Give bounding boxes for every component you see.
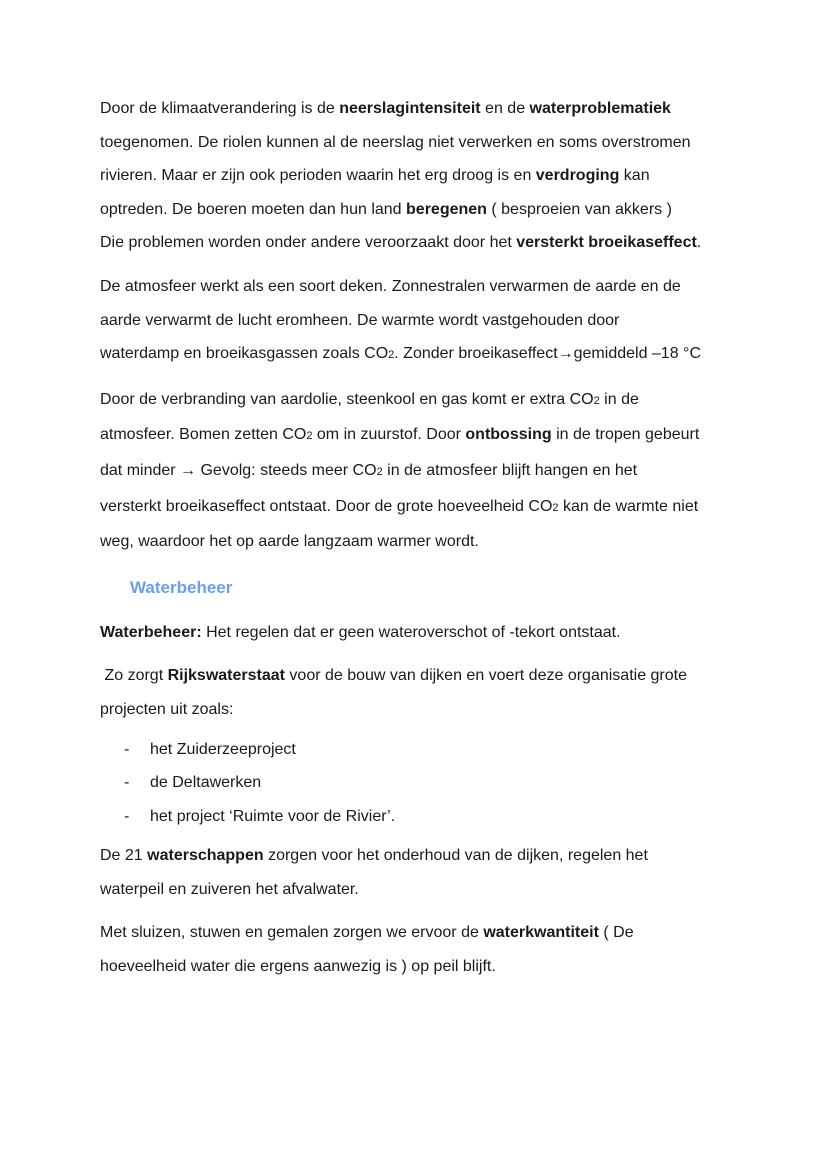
text: dat minder → Gevolg: steeds meer CO <box>100 461 377 479</box>
text: Met sluizen, stuwen en gemalen zorgen we ervoor de <box>100 924 484 942</box>
section-heading: Waterbeheer <box>130 577 233 597</box>
term-verdroging: verdroging <box>535 167 620 185</box>
text: om in zuurstof. Door <box>312 426 466 444</box>
text: aarde verwarmt de lucht eromheen. De warmte wordt vastgehouden door <box>100 311 620 329</box>
text: . <box>696 234 702 252</box>
text: waterpeil en zuiveren het afvalwater. <box>100 880 359 898</box>
text: atmosfeer. Bomen zetten CO <box>100 426 307 444</box>
term-waterschappen: waterschappen <box>147 847 264 865</box>
paragraph-waterschappen <box>100 839 740 906</box>
text: kan <box>619 167 650 185</box>
subscript: 2 <box>306 430 313 443</box>
text: rivieren. Maar er zijn ook perioden waarin het erg droog is en <box>100 167 536 185</box>
text: projecten uit zoals: <box>100 700 234 718</box>
text: in de atmosfeer blijft hangen en het <box>382 461 638 479</box>
subscript: 2 <box>388 349 395 362</box>
term-neerslagintensiteit: neerslagintensiteit <box>339 100 481 117</box>
text: waterdamp en broeikasgassen zoals CO <box>100 345 389 363</box>
text: Het regelen dat er geen wateroverschot of -tekort ontstaat. <box>201 623 621 641</box>
text: versterkt broeikaseffect ontstaat. Door de grote hoeveelheid CO <box>100 497 553 515</box>
text: Zo zorgt <box>100 667 168 685</box>
text: hoeveelheid water die ergens aanwezig is ) op peil blijft. <box>100 958 496 976</box>
text: De atmosfeer werkt als een soort deken. Zonnestralen verwarmen de aarde en de <box>100 277 681 295</box>
text: optreden. De boeren moeten dan hun land <box>100 200 407 218</box>
text: Die problemen worden onder andere veroorzaakt door het <box>100 234 517 252</box>
subscript: 2 <box>552 501 559 514</box>
dash-bullet: - <box>124 740 130 758</box>
text: Door de verbranding van aardolie, steenkool en gas komt er extra CO <box>100 390 594 408</box>
text: weg, waardoor het op aarde langzaam warmer wordt. <box>100 533 479 551</box>
term-ontbossing: ontbossing <box>465 426 552 444</box>
term-versterkt-broeikaseffect: versterkt broeikaseffect <box>516 234 697 252</box>
paragraph-atmosphere <box>100 270 740 373</box>
list-item <box>100 733 740 767</box>
text: voor de bouw van dijken en voert deze organisatie grote <box>284 667 687 685</box>
text: zorgen voor het onderhoud van de dijken, regelen het <box>263 847 648 865</box>
list-item-text: het project ‘Ruimte voor de Rivier’. <box>150 807 396 825</box>
term-beregenen: beregenen <box>406 200 487 218</box>
term-waterproblematiek: waterproblematiek <box>529 100 671 117</box>
list-item <box>100 800 740 834</box>
text: in de tropen gebeurt <box>551 426 700 444</box>
list-item-text: de Deltawerken <box>150 774 262 792</box>
text: Door de klimaatverandering is de <box>100 100 340 117</box>
dash-bullet: - <box>124 774 130 792</box>
text: toegenomen. De riolen kunnen al de neerslag niet verwerken en soms overstromen <box>100 133 691 151</box>
text: ( De <box>598 924 634 942</box>
paragraph-rijkswaterstaat <box>100 659 740 726</box>
text: . Zonder broeikaseffect→gemiddeld –18 °C <box>394 345 701 363</box>
text: ( besproeien van akkers ) <box>486 200 672 218</box>
text: kan de warmte niet <box>558 497 699 515</box>
projects-list <box>100 733 740 834</box>
dash-bullet: - <box>124 807 130 825</box>
list-item <box>100 766 740 800</box>
paragraph-definition <box>100 616 740 650</box>
subscript: 2 <box>376 465 383 478</box>
subscript: 2 <box>593 394 600 407</box>
document-page <box>100 92 740 984</box>
list-item-text: het Zuiderzeeproject <box>150 740 296 758</box>
term-waterbeheer: Waterbeheer: <box>100 623 202 641</box>
paragraph-combustion <box>100 383 740 559</box>
term-rijkswaterstaat: Rijkswaterstaat <box>167 667 285 685</box>
paragraph-climate-change <box>100 92 740 260</box>
paragraph-waterkwantiteit <box>100 916 740 983</box>
text: in de <box>599 390 639 408</box>
text: en de <box>480 100 530 117</box>
text: De 21 <box>100 847 148 865</box>
term-waterkwantiteit: waterkwantiteit <box>483 924 599 942</box>
